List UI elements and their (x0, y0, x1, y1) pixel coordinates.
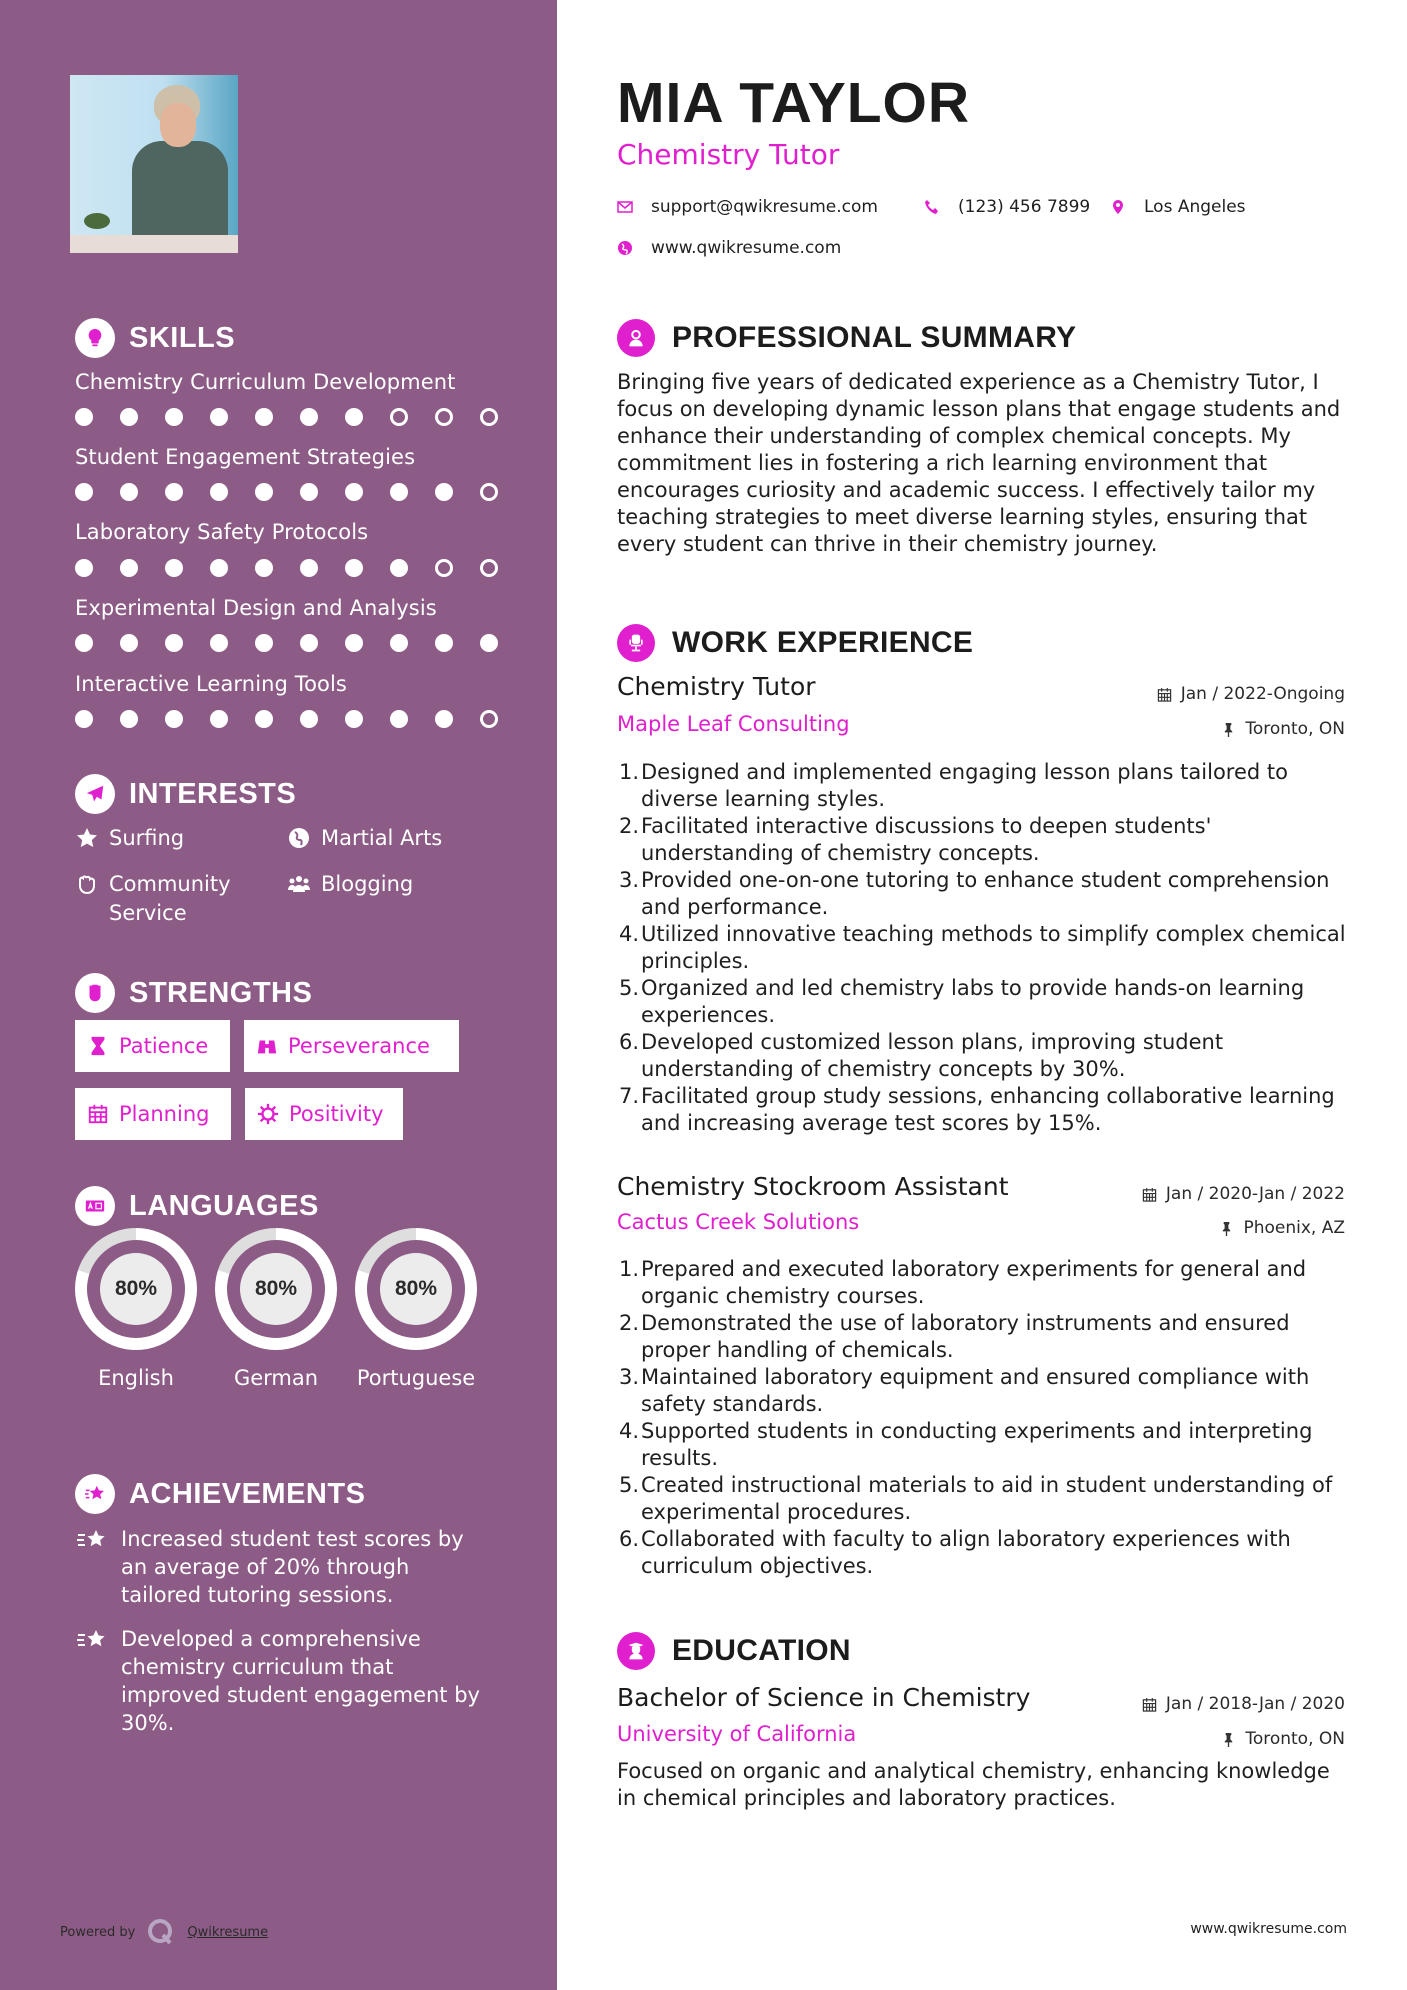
rating-dot-filled (480, 634, 498, 652)
languages-title: LANGUAGES (129, 1189, 319, 1222)
candidate-name: MIA TAYLOR (617, 71, 971, 135)
raised-fist-icon (75, 973, 115, 1013)
rating-dot-filled (210, 634, 228, 652)
education-description: Focused on organic and analytical chemistry, enhancing knowledge in chemical principles and laboratory practices. (617, 1759, 1330, 1810)
rating-dot-filled (255, 559, 273, 577)
main-content (557, 0, 1407, 1990)
bullet-text: Provided one-on-one tutoring to enhance student comprehension and performance. (641, 868, 1330, 919)
contact-location: Los Angeles (1110, 197, 1246, 217)
rating-dot-filled (75, 483, 93, 501)
job-bullet (615, 921, 1355, 975)
calendar-icon (1142, 1697, 1157, 1712)
rating-dot-empty (480, 483, 498, 501)
bullet-text: Utilized innovative teaching methods to simplify complex chemical principles. (641, 922, 1346, 973)
rating-dot-filled (300, 408, 318, 426)
map-pin-icon (1110, 199, 1126, 215)
bullet-number: 3. (618, 868, 639, 892)
rating-dot-filled (345, 559, 363, 577)
language-item: 80% German (206, 1228, 346, 1392)
contact-phone[interactable]: (123) 456 7899 (924, 197, 1090, 217)
rating-dot-filled (210, 483, 228, 501)
rating-dot-filled (120, 483, 138, 501)
interest-item: Surfing (75, 824, 184, 853)
language-donut: 80% (355, 1228, 477, 1350)
job-bullets (615, 1256, 1355, 1580)
envelope-icon (617, 199, 633, 215)
bullet-text: Demonstrated the use of laboratory instruments and ensured proper handling of chemicals. (641, 1311, 1290, 1362)
bullet-number: 7. (618, 1084, 639, 1108)
school-name: University of California (617, 1722, 857, 1746)
globe-icon (287, 826, 311, 850)
bullet-text: Facilitated interactive discussions to deepen students' understanding of chemistry concepts. (641, 814, 1212, 865)
interest-item: Martial Arts (287, 824, 442, 853)
shooting-star-icon (75, 1474, 115, 1514)
binoculars-icon (256, 1035, 278, 1057)
language-donut: 80% (75, 1228, 197, 1350)
skill-rating (75, 559, 525, 577)
job-company: Cactus Creek Solutions (617, 1210, 860, 1234)
bullet-text: Designed and implemented engaging lesson plans tailored to diverse learning styles. (641, 760, 1288, 811)
skill-label: Student Engagement Strategies (75, 445, 416, 469)
rating-dot-filled (255, 483, 273, 501)
bullet-number: 6. (618, 1527, 639, 1551)
interests-title: INTERESTS (129, 777, 297, 810)
candidate-role: Chemistry Tutor (617, 138, 840, 171)
strength-tag: Patience (75, 1020, 230, 1072)
office-chair-icon (617, 624, 655, 662)
rating-dot-empty (435, 559, 453, 577)
bullet-text: Prepared and executed laboratory experiments for general and organic chemistry courses. (641, 1257, 1307, 1308)
fist-icon (75, 872, 99, 896)
job-bullets (615, 759, 1355, 1137)
rating-dot-filled (390, 634, 408, 652)
photo-desk (70, 235, 238, 253)
qwikresume-link[interactable]: Qwikresume (187, 1924, 269, 1940)
rating-dot-filled (345, 483, 363, 501)
bullet-number: 2. (618, 1311, 639, 1335)
experience-header: WORK EXPERIENCE (617, 623, 973, 663)
paper-plane-icon (75, 774, 115, 814)
strength-tag: Positivity (245, 1088, 403, 1140)
rating-dot-filled (165, 710, 183, 728)
rating-dot-filled (345, 634, 363, 652)
language-item: 80% English (66, 1228, 206, 1392)
bullet-text: Developed customized lesson plans, improving student understanding of chemistry concepts by 30%. (641, 1030, 1224, 1081)
bullet-text: Created instructional materials to aid in student understanding of experimental procedures. (641, 1473, 1333, 1524)
rating-dot-filled (300, 710, 318, 728)
calendar-icon (1157, 687, 1172, 702)
rating-dot-empty (480, 559, 498, 577)
skill-label: Interactive Learning Tools (75, 672, 347, 696)
rating-dot-filled (120, 710, 138, 728)
rating-dot-filled (435, 634, 453, 652)
strengths-title: STRENGTHS (129, 976, 313, 1009)
job-bullet (615, 867, 1355, 921)
language-donut: 80% (215, 1228, 337, 1350)
job-bullet (615, 1472, 1355, 1526)
pushpin-icon (1221, 722, 1236, 737)
users-icon (287, 872, 311, 896)
bullet-number: 4. (618, 1419, 639, 1443)
rating-dot-filled (165, 559, 183, 577)
summary-header: PROFESSIONAL SUMMARY (617, 318, 1076, 358)
degree-title: Bachelor of Science in Chemistry (617, 1683, 1031, 1712)
footer-website-link[interactable]: www.qwikresume.com (1190, 1921, 1347, 1937)
bullet-number: 6. (618, 1030, 639, 1054)
education-header: EDUCATION (617, 1631, 851, 1671)
job-bullet (615, 1418, 1355, 1472)
languages-header (75, 1186, 319, 1226)
job-title: Chemistry Tutor (617, 672, 816, 701)
bullet-number: 2. (618, 814, 639, 838)
bullet-text: Supported students in conducting experiments and interpreting results. (641, 1419, 1313, 1470)
job-dates: Jan / 2020-Jan / 2022 (1142, 1184, 1345, 1204)
sun-icon (257, 1103, 279, 1125)
rating-dot-filled (120, 634, 138, 652)
user-icon (617, 319, 655, 357)
bullet-number: 1. (618, 1257, 639, 1281)
sidebar (0, 0, 557, 1990)
job-bullet (615, 813, 1355, 867)
interest-item: Community Service (75, 870, 249, 928)
skills-title: SKILLS (129, 321, 236, 354)
rating-dot-filled (120, 559, 138, 577)
skill-rating (75, 408, 525, 426)
rating-dot-filled (75, 634, 93, 652)
rating-dot-filled (120, 408, 138, 426)
rating-dot-filled (165, 634, 183, 652)
skill-rating (75, 710, 525, 728)
rating-dot-filled (300, 483, 318, 501)
job-bullet (615, 1083, 1355, 1137)
job-bullet (615, 1364, 1355, 1418)
bullet-number: 3. (618, 1365, 639, 1389)
pushpin-icon (1219, 1221, 1234, 1236)
job-location: Toronto, ON (1221, 719, 1345, 739)
bullet-number: 4. (618, 922, 639, 946)
powered-by: Powered by Qwikresume (60, 1918, 268, 1946)
graduate-icon (617, 1632, 655, 1670)
rating-dot-empty (435, 408, 453, 426)
bullet-number: 5. (618, 976, 639, 1000)
education-dates: Jan / 2018-Jan / 2020 (1142, 1694, 1345, 1714)
pushpin-icon (1221, 1732, 1236, 1747)
contact-email[interactable]: support@qwikresume.com (617, 197, 878, 217)
job-title: Chemistry Stockroom Assistant (617, 1172, 1009, 1201)
language-item: 80% Portuguese (346, 1228, 486, 1392)
job-bullet (615, 759, 1355, 813)
rating-dot-filled (300, 634, 318, 652)
profile-photo (70, 75, 238, 253)
rating-dot-filled (75, 408, 93, 426)
star-icon (75, 826, 99, 850)
strength-tag: Perseverance (244, 1020, 459, 1072)
job-bullet (615, 1029, 1355, 1083)
rating-dot-empty (390, 408, 408, 426)
bullet-text: Collaborated with faculty to align laboratory experiences with curriculum objectives. (641, 1527, 1291, 1578)
strengths-header (75, 973, 312, 1013)
job-location: Phoenix, AZ (1219, 1218, 1345, 1238)
rating-dot-filled (390, 483, 408, 501)
calendar-icon (87, 1103, 109, 1125)
achievements-header (75, 1474, 365, 1514)
photo-plant (84, 213, 110, 229)
language-icon (75, 1186, 115, 1226)
lightbulb-icon (75, 318, 115, 358)
summary-text: Bringing five years of dedicated experience as a Chemistry Tutor, I focus on developing dynamic lesson plans that engage students and enhance their understanding of complex chemical concepts. My commitment lies in fostering a rich learning environment that encourages curiosity and academic success. I effectively tailor my teaching strategies to meet diverse learning styles, ensuring that every student can thrive in their chemistry journey. (617, 370, 1341, 556)
bullet-text: Organized and led chemistry labs to provide hands-on learning experiences. (641, 976, 1305, 1027)
contact-website[interactable]: www.qwikresume.com (617, 238, 841, 258)
shooting-star-icon (75, 1627, 109, 1653)
rating-dot-filled (165, 483, 183, 501)
qwikresume-logo-icon (147, 1918, 175, 1946)
achievement-item: Developed a comprehensive chemistry curriculum that improved student engagement by 30%. (75, 1625, 495, 1737)
photo-face (160, 103, 196, 147)
strength-tag: Planning (75, 1088, 231, 1140)
skill-label: Laboratory Safety Protocols (75, 520, 369, 544)
calendar-icon (1142, 1187, 1157, 1202)
achievement-item: Increased student test scores by an average of 20% through tailored tutoring sessions. (75, 1525, 495, 1609)
job-bullet (615, 1526, 1355, 1580)
achievements-title: ACHIEVEMENTS (129, 1477, 366, 1510)
rating-dot-empty (480, 408, 498, 426)
rating-dot-filled (75, 710, 93, 728)
bullet-text: Maintained laboratory equipment and ensured compliance with safety standards. (641, 1365, 1310, 1416)
phone-icon (924, 199, 940, 215)
education-location: Toronto, ON (1221, 1729, 1345, 1749)
rating-dot-filled (210, 559, 228, 577)
bullet-text: Facilitated group study sessions, enhancing collaborative learning and increasing average test scores by 15%. (641, 1084, 1335, 1135)
job-bullet (615, 975, 1355, 1029)
rating-dot-filled (345, 710, 363, 728)
skill-rating (75, 634, 525, 652)
globe-icon (617, 240, 633, 256)
skills-header (75, 318, 235, 358)
job-company: Maple Leaf Consulting (617, 712, 850, 736)
skill-rating (75, 483, 525, 501)
skill-label: Chemistry Curriculum Development (75, 370, 456, 394)
rating-dot-filled (300, 559, 318, 577)
rating-dot-filled (165, 408, 183, 426)
job-dates: Jan / 2022-Ongoing (1157, 684, 1345, 704)
rating-dot-filled (390, 559, 408, 577)
photo-figure (132, 141, 228, 241)
rating-dot-filled (435, 483, 453, 501)
skill-label: Experimental Design and Analysis (75, 596, 437, 620)
rating-dot-filled (210, 710, 228, 728)
rating-dot-filled (210, 408, 228, 426)
rating-dot-filled (255, 408, 273, 426)
rating-dot-filled (255, 710, 273, 728)
interest-item: Blogging (287, 870, 413, 899)
interests-header (75, 774, 296, 814)
shooting-star-icon (75, 1527, 109, 1553)
rating-dot-filled (75, 559, 93, 577)
bullet-number: 1. (618, 760, 639, 784)
rating-dot-filled (435, 710, 453, 728)
rating-dot-filled (255, 634, 273, 652)
bullet-number: 5. (618, 1473, 639, 1497)
rating-dot-empty (480, 710, 498, 728)
hourglass-icon (87, 1035, 109, 1057)
job-bullet (615, 1256, 1355, 1310)
rating-dot-filled (345, 408, 363, 426)
job-bullet (615, 1310, 1355, 1364)
rating-dot-filled (390, 710, 408, 728)
